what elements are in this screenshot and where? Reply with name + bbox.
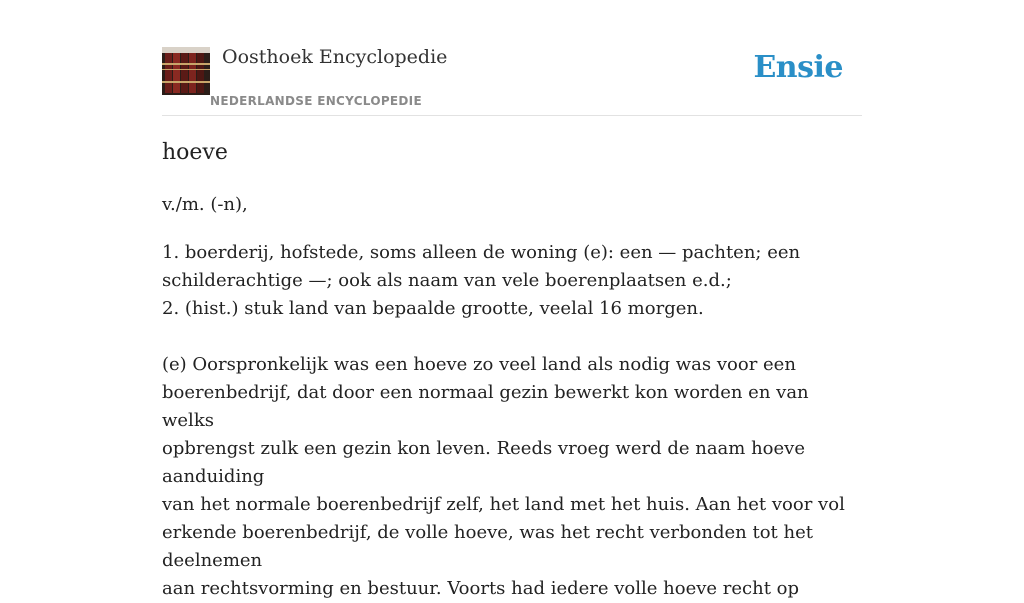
note-line: (e) Oorspronkelijk was een hoeve zo veel land als nodig was voor een [162, 354, 796, 375]
entry-body [162, 239, 862, 603]
definition-line: 2. (hist.) stuk land van bepaalde grootte, veelal 16 morgen. [162, 298, 704, 319]
note-line: opbrengst zulk een gezin kon leven. Reeds vroeg werd de naam hoeve aanduiding [162, 438, 805, 487]
site-title[interactable]: Oosthoek Encyclopedie [222, 46, 448, 68]
page [162, 0, 862, 599]
note-line: van het normale boerenbedrijf zelf, het land met het huis. Aan het voor vol [162, 494, 845, 515]
note-line: aan rechtsvorming en bestuur. Voorts had iedere volle hoeve recht op [162, 578, 800, 599]
definition-line: schilderachtige —; ook als naam van vele boerenplaatsen e.d.; [162, 270, 732, 291]
paragraph-gap [162, 323, 862, 351]
note-line: erkende boerenbedrijf, de volle hoeve, was het recht verbonden tot het deelnemen [162, 522, 813, 571]
definition-line: 1. boerderij, hofstede, soms alleen de woning (e): een — pachten; een [162, 242, 801, 263]
site-header [162, 0, 862, 116]
entry-grammar: v./m. (-n), [162, 194, 248, 215]
encyclopedia-books-icon[interactable] [162, 47, 210, 95]
entry-title: hoeve [162, 140, 228, 165]
note-line: boerenbedrijf, dat door een normaal gezin bewerkt kon worden en van welks [162, 382, 809, 431]
brand-logo-link[interactable]: Ensie [753, 50, 843, 85]
site-subtitle: NEDERLANDSE ENCYCLOPEDIE [210, 94, 422, 108]
